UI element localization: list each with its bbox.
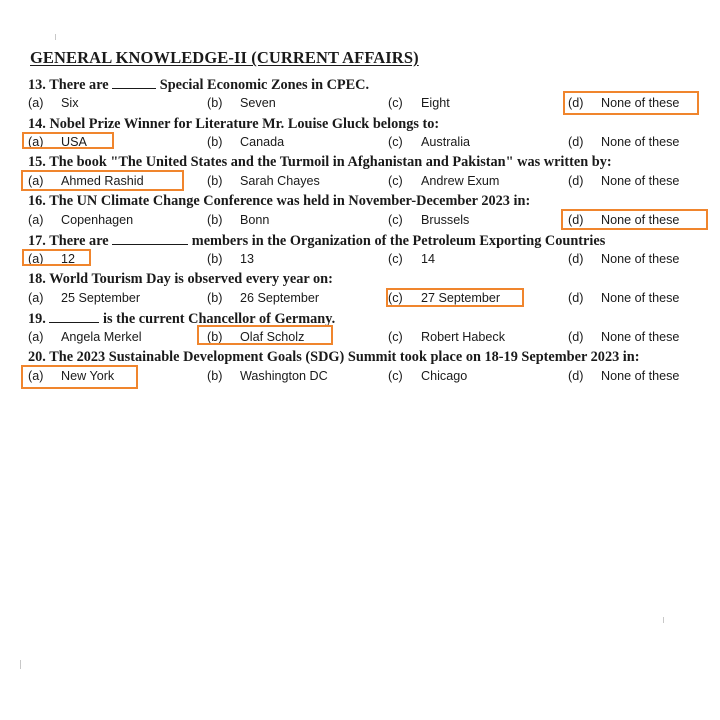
question-14 [28,116,439,133]
question-text: The UN Climate Change Conference was held in November-December 2023 in: [49,193,531,209]
question-text: The 2023 Sustainable Development Goals (SDG) Summit took place on 18-19 September 2023 in: [49,349,640,365]
scan-speck [663,617,664,623]
answer-highlight-13 [563,91,699,115]
question-text-after: is the current Chancellor of Germany. [103,311,336,327]
option-18b[interactable]: (b) 26 September [207,291,320,305]
option-15c[interactable]: (c) Andrew Exum [388,174,500,188]
question-18 [28,271,333,288]
question-number: 18. [28,271,46,287]
question-17 [28,232,605,250]
answer-blank [112,76,156,89]
option-20d[interactable]: (d) None of these [568,369,680,383]
option-19c[interactable]: (c) Robert Habeck [388,330,505,344]
question-number: 15. [28,154,46,170]
answer-highlight-14 [22,132,114,149]
option-19a[interactable]: (a) Angela Merkel [28,330,142,344]
option-15d[interactable]: (d) None of these [568,174,680,188]
option-15b[interactable]: (b) Sarah Chayes [207,174,320,188]
answer-highlight-17 [22,249,91,266]
answer-blank [49,310,99,323]
option-13a[interactable]: (a) Six [28,96,79,110]
answer-highlight-19 [197,325,333,345]
question-number: 17. [28,233,46,249]
option-16a[interactable]: (a) Copenhagen [28,213,134,227]
page-title: GENERAL KNOWLEDGE-II (CURRENT AFFAIRS) [30,48,419,67]
option-13c[interactable]: (c) Eight [388,96,450,110]
question-20 [28,349,640,366]
option-14c[interactable]: (c) Australia [388,135,470,149]
option-20a[interactable]: (a) New York [28,369,115,383]
option-19b[interactable]: (b) Olaf Scholz [207,330,305,344]
option-14b[interactable]: (b) Canada [207,135,285,149]
question-number: 20. [28,349,46,365]
question-number: 19. [28,311,46,327]
option-16b[interactable]: (b) Bonn [207,213,270,227]
scan-speck [20,660,21,669]
option-14a[interactable]: (a) USA [28,135,87,149]
option-17d[interactable]: (d) None of these [568,252,680,266]
question-text-after: Special Economic Zones in CPEC. [159,77,370,93]
option-17b[interactable]: (b) 13 [207,252,255,266]
option-17a[interactable]: (a) 12 [28,252,76,266]
answer-highlight-20 [21,365,138,389]
question-number: 16. [28,193,46,209]
answer-blank [112,232,188,245]
option-18d[interactable]: (d) None of these [568,291,680,305]
answer-highlight-18 [386,288,524,307]
option-14d[interactable]: (d) None of these [568,135,680,149]
option-15a[interactable]: (a) Ahmed Rashid [28,174,144,188]
question-16 [28,193,530,210]
option-16d[interactable]: (d) None of these [568,213,680,227]
question-15 [28,154,612,171]
option-13d[interactable]: (d) None of these [568,96,680,110]
question-number: 13. [28,77,46,93]
question-number: 14. [28,116,46,132]
option-20b[interactable]: (b) Washington DC [207,369,328,383]
answer-highlight-16 [561,209,708,230]
question-text: World Tourism Day is observed every year on: [49,271,333,287]
option-16c[interactable]: (c) Brussels [388,213,470,227]
option-17c[interactable]: (c) 14 [388,252,436,266]
question-13 [28,76,369,94]
scan-speck [55,34,56,40]
question-text: Nobel Prize Winner for Literature Mr. Louise Gluck belongs to: [49,116,440,132]
answer-highlight-15 [21,170,184,191]
option-13b[interactable]: (b) Seven [207,96,276,110]
option-18a[interactable]: (a) 25 September [28,291,141,305]
question-text-after: members in the Organization of the Petroleum Exporting Countries [191,233,606,249]
option-18c[interactable]: (c) 27 September [388,291,501,305]
question-text: The book "The United States and the Turmoil in Afghanistan and Pakistan" was written by: [49,154,612,170]
option-19d[interactable]: (d) None of these [568,330,680,344]
question-text-before: There are [49,233,109,249]
question-text-before: There are [49,77,109,93]
option-20c[interactable]: (c) Chicago [388,369,468,383]
